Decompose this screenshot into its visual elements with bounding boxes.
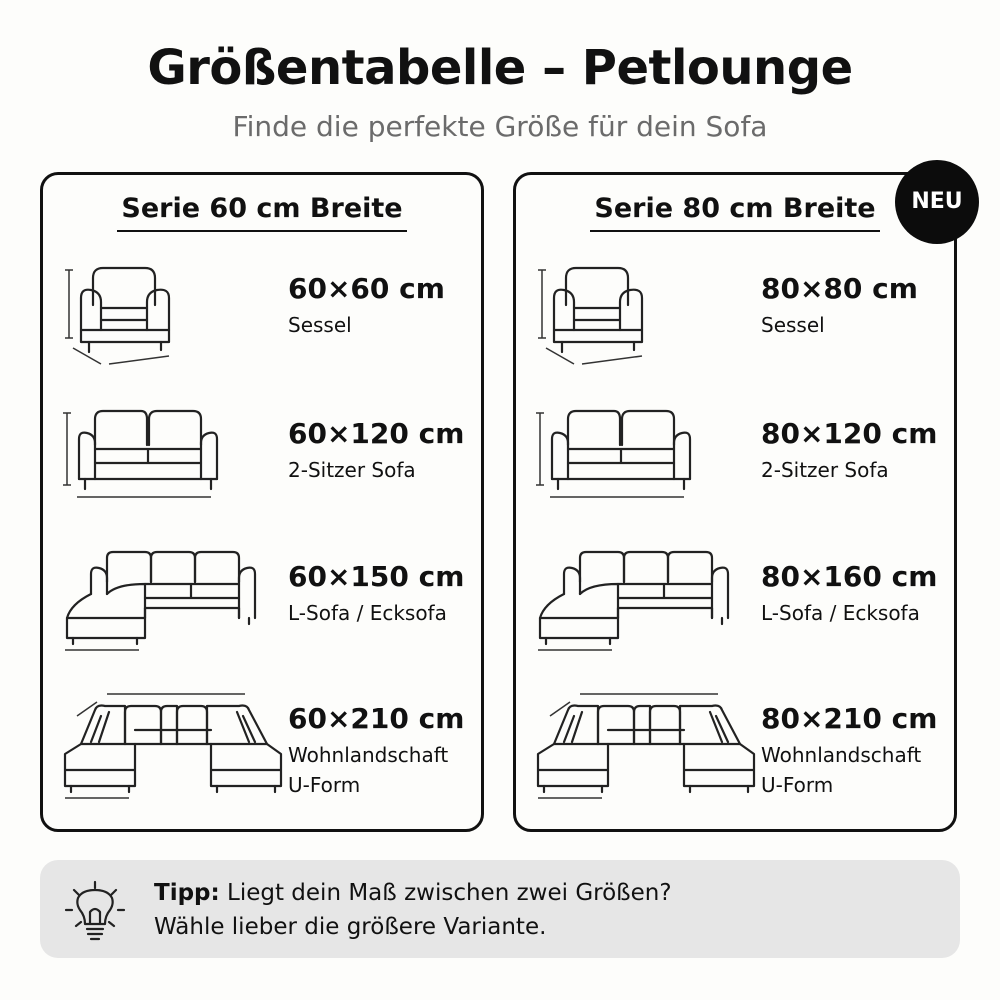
armchair-icon [534,260,764,390]
tip-label: Tipp: [154,880,220,906]
size-label: Sessel [761,313,825,337]
tip-line-1: Liegt dein Maß zwischen zwei Größen? [227,880,672,906]
size-row-u-sofa [516,690,954,820]
size-label: Sessel [288,313,352,337]
size-label: L-Sofa / Ecksofa [288,601,447,625]
panel-heading: Serie 60 cm Breite [117,193,406,232]
l-sofa-icon [61,548,291,678]
panel-heading: Serie 80 cm Breite [590,193,879,232]
size-label-secondary: U-Form [761,773,834,797]
lightbulb-icon [60,876,130,946]
size-label: L-Sofa / Ecksofa [761,601,920,625]
panel-series-80 [513,172,957,832]
u-sofa-icon [534,690,764,820]
size-value: 80×210 cm [761,702,938,735]
size-value: 80×80 cm [761,272,918,305]
loveseat-icon [534,405,764,535]
armchair-icon [61,260,291,390]
new-badge: NEU [895,160,979,244]
tip-box [40,860,960,958]
size-row-l-sofa [516,548,954,678]
size-value: 60×210 cm [288,702,465,735]
tip-text [154,876,672,944]
size-label-secondary: U-Form [288,773,361,797]
size-row-u-sofa [43,690,481,820]
size-value: 80×120 cm [761,417,938,450]
panel-series-60 [40,172,484,832]
page-title: Größentabelle – Petlounge [147,40,853,96]
size-row-armchair [43,260,481,390]
size-label: Wohnlandschaft [761,743,922,767]
size-label: 2-Sitzer Sofa [761,458,889,482]
loveseat-icon [61,405,291,535]
size-row-loveseat [43,405,481,535]
tip-line-2: Wähle lieber die größere Variante. [154,914,547,940]
size-value: 60×150 cm [288,560,465,593]
size-row-armchair [516,260,954,390]
u-sofa-icon [61,690,291,820]
size-row-loveseat [516,405,954,535]
size-value: 60×120 cm [288,417,465,450]
size-value: 60×60 cm [288,272,445,305]
size-row-l-sofa [43,548,481,678]
size-label: 2-Sitzer Sofa [288,458,416,482]
size-value: 80×160 cm [761,560,938,593]
l-sofa-icon [534,548,764,678]
size-label: Wohnlandschaft [288,743,449,767]
page-subtitle: Finde die perfekte Größe für dein Sofa [232,110,768,143]
